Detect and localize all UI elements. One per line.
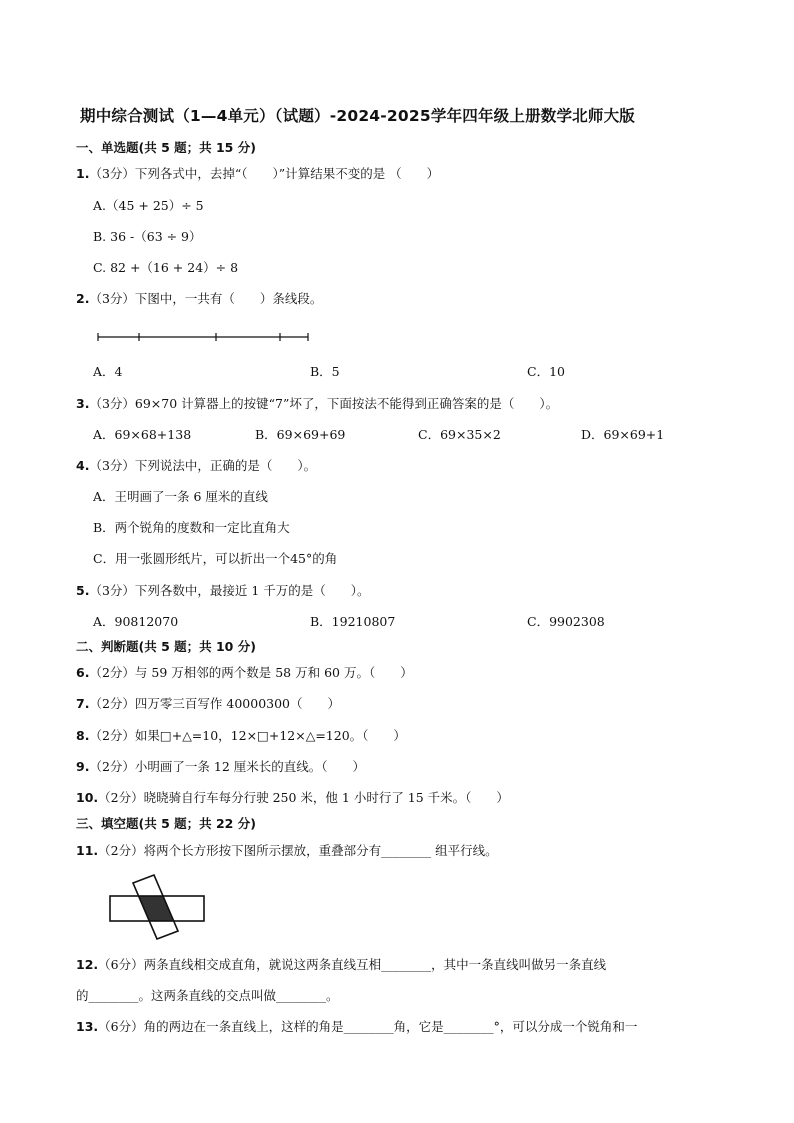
q2-option-b: B．5 <box>310 364 340 379</box>
q5-option-b: B．19210807 <box>310 614 396 629</box>
question-number: 1. <box>76 166 90 181</box>
question-number: 12. <box>76 957 99 972</box>
question-9 <box>76 759 365 775</box>
question-5 <box>76 583 370 599</box>
q1-option-b: B. 36 -（63 ÷ 9） <box>93 229 202 244</box>
question-text: （2分）将两个长方形按下图所示摆放，重叠部分有________ 组平行线。 <box>98 843 498 858</box>
q4-option-a: A．王明画了一条 6 厘米的直线 <box>93 489 268 504</box>
question-4 <box>76 458 316 474</box>
question-number: 4. <box>76 458 90 473</box>
question-text: （2分）四万零三百写作 40000300（ ） <box>89 696 341 711</box>
question-text: （6分）角的两边在一条直线上，这样的角是________角，它是________°，可以分成一个锐角和一 <box>98 1019 638 1034</box>
question-3 <box>76 396 558 412</box>
question-7 <box>76 696 340 712</box>
q4-option-b: B．两个锐角的度数和一定比直角大 <box>93 520 290 535</box>
q4-option-c: C．用一张圆形纸片，可以折出一个45°的角 <box>93 551 338 566</box>
q1-option-c: C. 82 +（16 + 24）÷ 8 <box>93 260 239 275</box>
question-12 <box>76 957 606 973</box>
question-text: （2分）小明画了一条 12 厘米长的直线。（ ） <box>89 759 366 774</box>
question-6 <box>76 665 413 681</box>
question-text: （3分）下列各数中，最接近 1 千万的是（ ）。 <box>89 583 370 598</box>
overlapping-rectangles-figure <box>106 870 216 940</box>
question-text: （3分）下列说法中，正确的是（ ）。 <box>89 458 317 473</box>
question-text: （2分）如果□+△=10，12×□+12×△=120。（ ） <box>89 728 406 743</box>
page-title: 期中综合测试（1—4单元）（试题）-2024-2025学年四年级上册数学北师大版 <box>80 107 635 125</box>
question-number: 6. <box>76 665 90 680</box>
question-12-continuation: 的________。这两条直线的交点叫做________。 <box>76 988 339 1003</box>
q2-option-c: C．10 <box>527 364 565 379</box>
line-segment-figure <box>96 330 326 344</box>
question-text: （2分）晓晓骑自行车每分行驶 250 米，他 1 小时行了 15 千米。（ ） <box>98 790 509 805</box>
question-text: （3分）69×70 计算器上的按键“7”坏了，下面按法不能得到正确答案的是（ ）。 <box>89 396 559 411</box>
q3-option-d: D．69×69+1 <box>581 427 665 442</box>
question-number: 5. <box>76 583 90 598</box>
question-number: 11. <box>76 843 99 858</box>
question-number: 10. <box>76 790 99 805</box>
question-number: 7. <box>76 696 90 711</box>
question-1 <box>76 166 439 182</box>
section-heading-single-choice: 一、单选题(共 5 题；共 15 分) <box>76 140 256 155</box>
q5-option-c: C．9902308 <box>527 614 605 629</box>
overlap-shaded-region <box>110 896 204 921</box>
question-number: 8. <box>76 728 90 743</box>
q2-option-a: A．4 <box>93 364 123 379</box>
question-10 <box>76 790 509 806</box>
question-text: （2分）与 59 万相邻的两个数是 58 万和 60 万。（ ） <box>89 665 413 680</box>
question-11 <box>76 843 498 859</box>
question-number: 2. <box>76 291 90 306</box>
q3-option-c: C．69×35×2 <box>418 427 501 442</box>
question-number: 13. <box>76 1019 99 1034</box>
question-text: （3分）下图中，一共有（ ）条线段。 <box>89 291 323 306</box>
question-number: 9. <box>76 759 90 774</box>
q3-option-a: A．69×68+138 <box>93 427 192 442</box>
question-8 <box>76 728 406 744</box>
q1-option-a: A.（45 + 25）÷ 5 <box>93 198 204 213</box>
question-number: 3. <box>76 396 90 411</box>
q5-option-a: A．90812070 <box>93 614 179 629</box>
q3-option-b: B．69×69+69 <box>255 427 346 442</box>
section-heading-true-false: 二、判断题(共 5 题；共 10 分) <box>76 639 256 654</box>
question-2 <box>76 291 322 307</box>
question-text: （6分）两条直线相交成直角，就说这两条直线互相________，其中一条直线叫做另一条直线 <box>98 957 607 972</box>
question-text: （3分）下列各式中，去掉“（ ）”计算结果不变的是 （ ） <box>89 166 440 181</box>
section-heading-fill-blank: 三、填空题(共 5 题；共 22 分) <box>76 816 256 831</box>
question-13 <box>76 1019 637 1035</box>
